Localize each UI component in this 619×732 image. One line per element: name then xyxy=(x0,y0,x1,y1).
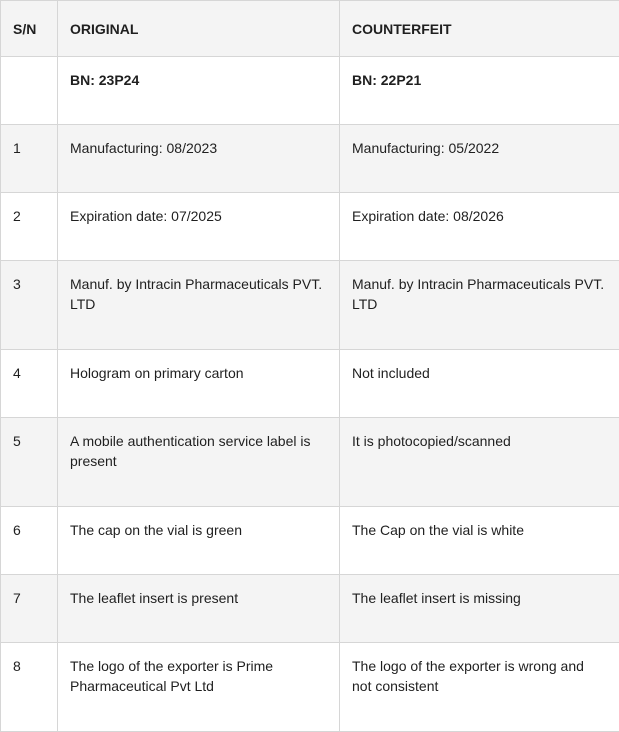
row-counterfeit: The leaflet insert is missing xyxy=(340,575,619,643)
row-sn: 8 xyxy=(1,643,58,732)
row-sn: 6 xyxy=(1,507,58,575)
header-sn: S/N xyxy=(1,1,58,57)
batch-row xyxy=(1,57,619,125)
batch-original: BN: 23P24 xyxy=(58,57,340,125)
batch-sn xyxy=(1,57,58,125)
table-row xyxy=(1,350,619,418)
batch-counterfeit: BN: 22P21 xyxy=(340,57,619,125)
row-original: Hologram on primary carton xyxy=(58,350,340,418)
table-row xyxy=(1,261,619,350)
row-original: The cap on the vial is green xyxy=(58,507,340,575)
row-sn: 7 xyxy=(1,575,58,643)
row-original: Manufacturing: 08/2023 xyxy=(58,125,340,193)
table-row xyxy=(1,507,619,575)
table-row xyxy=(1,418,619,507)
row-sn: 2 xyxy=(1,193,58,261)
table-row xyxy=(1,643,619,732)
row-original: A mobile authentication service label is present xyxy=(58,418,340,507)
row-counterfeit: Expiration date: 08/2026 xyxy=(340,193,619,261)
header-original: ORIGINAL xyxy=(58,1,340,57)
row-counterfeit: It is photocopied/scanned xyxy=(340,418,619,507)
row-sn: 1 xyxy=(1,125,58,193)
row-original: The logo of the exporter is Prime Pharmaceutical Pvt Ltd xyxy=(58,643,340,732)
table-row xyxy=(1,125,619,193)
row-sn: 4 xyxy=(1,350,58,418)
row-sn: 5 xyxy=(1,418,58,507)
row-counterfeit: Not included xyxy=(340,350,619,418)
table-row xyxy=(1,575,619,643)
row-sn: 3 xyxy=(1,261,58,350)
table-row xyxy=(1,193,619,261)
row-counterfeit: The logo of the exporter is wrong and not consistent xyxy=(340,643,619,732)
row-original: The leaflet insert is present xyxy=(58,575,340,643)
row-counterfeit: Manuf. by Intracin Pharmaceuticals PVT. LTD xyxy=(340,261,619,350)
row-original: Expiration date: 07/2025 xyxy=(58,193,340,261)
header-row xyxy=(1,1,619,57)
row-counterfeit: Manufacturing: 05/2022 xyxy=(340,125,619,193)
row-original: Manuf. by Intracin Pharmaceuticals PVT. LTD xyxy=(58,261,340,350)
header-counterfeit: COUNTERFEIT xyxy=(340,1,619,57)
row-counterfeit: The Cap on the vial is white xyxy=(340,507,619,575)
